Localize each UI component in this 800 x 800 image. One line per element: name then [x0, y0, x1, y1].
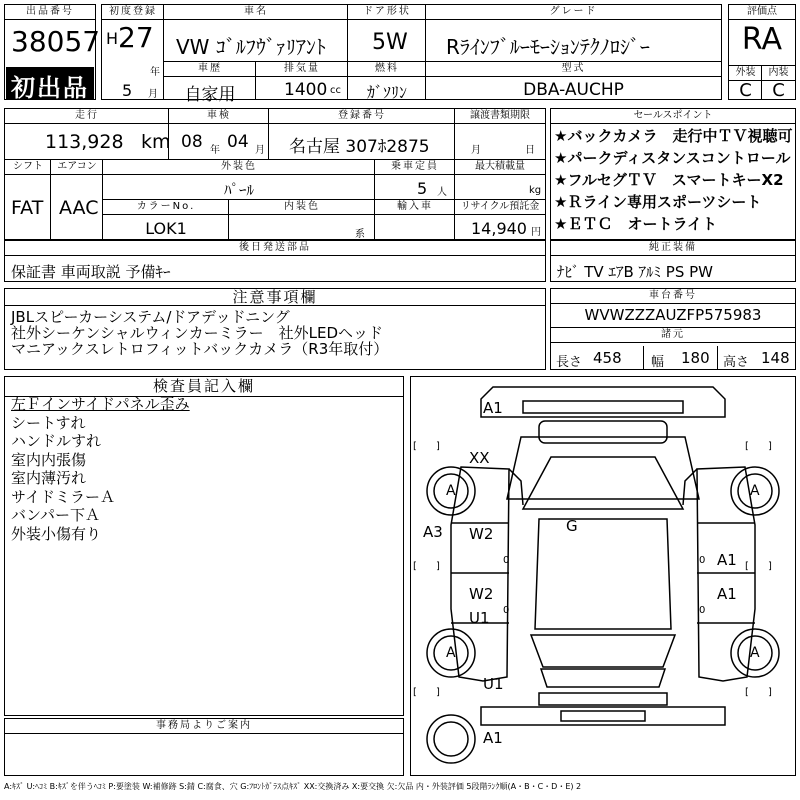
transfer-month-unit: 月 — [471, 145, 481, 156]
lot-number: 38057 — [11, 25, 101, 58]
interior-label: 内装 — [762, 66, 795, 81]
mark-tire-fl: A — [446, 483, 456, 499]
mark-hood: XX — [469, 449, 490, 467]
color-no-label: カラーNo. — [103, 200, 229, 215]
inspector-line: バンパー下Ａ — [11, 506, 100, 524]
score-text: RA — [741, 22, 783, 57]
bracket-ml: [ ] — [413, 561, 440, 572]
main-header-box — [101, 4, 722, 105]
door-num-rr: 0 — [699, 605, 706, 616]
type-label: 型式 — [426, 62, 721, 77]
mark-rear-bumper: A1 — [483, 729, 503, 747]
inspector-line: 室内内張傷 — [11, 450, 87, 469]
displacement-text: 1400 — [284, 80, 328, 100]
color-text: ﾊﾟｰﾙ — [223, 181, 254, 199]
inspector-line: ハンドルすれ — [11, 432, 102, 450]
month-unit: 月 — [148, 89, 158, 100]
mileage-text: 113,928 — [45, 131, 124, 153]
capacity-label: 乗車定員 — [375, 160, 455, 175]
shift-text: FAT — [11, 197, 44, 219]
mileage-unit: km — [141, 131, 171, 153]
lot-label: 出品番号 — [5, 5, 95, 20]
lot-box — [4, 4, 101, 102]
notes-box — [4, 288, 546, 370]
type-text: DBA-AUCHP — [523, 80, 624, 100]
recycle-label: リサイクル預託金 — [455, 200, 545, 215]
plate-text: 名古屋 307ﾎ2875 — [289, 137, 430, 157]
capacity-unit: 人 — [437, 187, 447, 198]
exterior-grade: C — [739, 80, 752, 101]
mark-right-rear-door: A1 — [717, 585, 737, 603]
int-color-unit: 系 — [355, 229, 365, 240]
bracket-rr: [ ] — [745, 687, 772, 698]
mark-left-front-door: W2 — [469, 525, 494, 543]
recycle-text: 14,940 — [471, 219, 527, 238]
ac-text: AAC — [59, 197, 99, 219]
month-text: 5 — [122, 81, 133, 100]
bracket-fr: [ ] — [745, 441, 772, 452]
ac-label: エアコン — [51, 160, 103, 175]
mark-tire-rl: A — [446, 645, 456, 661]
notes-line: JBLスピーカーシステム/ドアデッドニング — [11, 308, 290, 326]
sales-item: ★バックカメラ 走行中ＴＶ視聴可 — [554, 127, 793, 145]
mark-left-fender: A3 — [423, 523, 443, 541]
sales-item: ★パークディスタンスコントロール — [554, 149, 791, 167]
sales-item: ★フルセグＴＶ スマートキーX2 — [554, 171, 784, 189]
load-unit: kg — [529, 185, 542, 196]
door-num-lf: 0 — [503, 555, 510, 566]
grade-text: Rﾗｲﾝﾌﾞﾙｰﾓｰｼｮﾝﾃｸﾉﾛｼﾞｰ — [446, 35, 650, 59]
transfer-day-unit: 日 — [525, 145, 535, 156]
sales-label: セールスポイント — [551, 109, 795, 124]
equipment-text: ﾅﾋﾞ TV ｴｱB ｱﾙﾐ PS PW — [557, 263, 713, 281]
inspector-line: シートすれ — [11, 413, 86, 432]
length-text: 458 — [593, 349, 622, 367]
mark-tire-rr: A — [750, 645, 760, 661]
color-label: 外装色 — [103, 160, 375, 175]
mark-left-rear-sill: U1 — [469, 609, 490, 627]
inspection-year-unit: 年 — [210, 145, 220, 156]
office-label: 事務局よりご案内 — [5, 719, 403, 734]
door-num-rf: 0 — [699, 555, 706, 566]
fuel-text: ｶﾞｿﾘﾝ — [366, 83, 407, 102]
mark-tire-fr: A — [750, 483, 760, 499]
chassis-text: WVWZZZAUZFP575983 — [584, 306, 762, 324]
door-text: 5W — [372, 30, 408, 55]
door-num-lr: 0 — [503, 605, 510, 616]
vehicle-info-box — [4, 108, 546, 240]
year-text: 27 — [118, 21, 154, 54]
transfer-label: 譲渡書類期限 — [455, 109, 545, 124]
car-diagram — [411, 377, 795, 775]
bracket-fl: [ ] — [413, 441, 440, 452]
mark-left-rear-door: W2 — [469, 585, 494, 603]
inspection-month-unit: 月 — [255, 145, 265, 156]
bracket-rl: [ ] — [413, 687, 440, 698]
color-no-text: LOK1 — [145, 219, 187, 238]
exterior-label: 外装 — [729, 66, 762, 81]
door-label: ドア形状 — [348, 5, 426, 20]
year-unit: 年 — [150, 67, 160, 78]
import-label: 輸入車 — [375, 200, 455, 215]
width-text: 180 — [681, 349, 710, 367]
mark-left-rear-quarter: U1 — [483, 675, 504, 693]
era-text: H — [106, 29, 119, 48]
inspection-label: 車検 — [169, 109, 269, 124]
inspector-box — [4, 376, 404, 716]
legend-text: A:ｷｽﾞ U:ﾍｺﾐ B:ｷｽﾞを伴うﾍｺﾐ P:要塗装 W:補修跡 S:錆 C:腐食、穴 G:ﾌﾛﾝﾄｶﾞﾗｽ点ｷｽﾞ XX:交換済み X:要交換 欠:欠品 内・外装評価 5段階ﾗﾝｸ順(A・B・C・D・E) 2 — [4, 782, 582, 791]
sales-item: ★Ｒライン専用スポーツシート — [554, 193, 762, 211]
bracket-mr: [ ] — [745, 561, 772, 572]
first-listing-text: 初出品 — [11, 74, 89, 102]
office-box — [4, 718, 404, 776]
height-label: 高さ — [723, 355, 750, 370]
mark-roof: G — [566, 517, 578, 535]
displacement-unit: cc — [330, 85, 341, 96]
score-box — [728, 4, 796, 100]
recycle-unit: 円 — [531, 227, 541, 238]
sales-points-box — [550, 108, 796, 240]
inspector-line: 外装小傷有り — [11, 524, 102, 543]
inspection-year: 08 — [181, 132, 203, 152]
int-color-label: 内装色 — [229, 200, 375, 215]
plate-label: 登録番号 — [269, 109, 455, 124]
history-label: 車歴 — [164, 62, 256, 77]
capacity-text: 5 — [417, 179, 428, 198]
equipment-box — [550, 240, 796, 282]
inspector-line: 左Ｆインサイドパネル歪み — [11, 395, 190, 413]
model-text: VW ｺﾞﾙﾌｳﾞｧﾘｱﾝﾄ — [176, 35, 326, 59]
history-text: 自家用 — [184, 85, 236, 105]
mark-front-bumper: A1 — [483, 399, 503, 417]
later-parts-text: 保証書 車両取説 予備ｷｰ — [11, 263, 171, 281]
notes-label: 注意事項欄 — [5, 289, 545, 306]
inspector-line: 室内薄汚れ — [11, 469, 87, 487]
model-label: 車名 — [164, 5, 348, 20]
specs-label: 諸元 — [551, 328, 795, 343]
shift-label: シフト — [5, 160, 51, 175]
notes-line: 社外シーケンシャルウィンカーミラー 社外LEDヘッド — [11, 324, 384, 342]
length-label: 長さ — [556, 355, 583, 370]
notes-line: マニアックスレトロフィットバックカメラ（R3年取付） — [11, 340, 389, 358]
chassis-box — [550, 288, 796, 370]
mileage-label: 走行 — [5, 109, 169, 124]
height-text: 148 — [761, 349, 790, 367]
car-diagram-box — [410, 376, 796, 776]
mark-right-front-door: A1 — [717, 551, 737, 569]
displacement-label: 排気量 — [256, 62, 348, 77]
inspector-label: 検査員記入欄 — [5, 377, 403, 397]
load-label: 最大積載量 — [455, 160, 545, 175]
equipment-label: 純正装備 — [551, 241, 795, 256]
inspector-line: サイドミラーＡ — [11, 487, 115, 506]
score-label: 評価点 — [729, 5, 795, 20]
inspection-month: 04 — [227, 132, 249, 152]
first-reg-label: 初度登録 — [102, 5, 164, 20]
sales-item: ★ＥＴＣ オートライト — [554, 215, 717, 233]
chassis-label: 車台番号 — [551, 289, 795, 304]
interior-grade: C — [772, 80, 785, 101]
width-label: 幅 — [651, 355, 665, 370]
grade-label: グレード — [426, 5, 721, 20]
fuel-label: 燃料 — [348, 62, 426, 77]
later-parts-box — [4, 240, 546, 282]
later-parts-label: 後日発送部品 — [5, 241, 545, 256]
